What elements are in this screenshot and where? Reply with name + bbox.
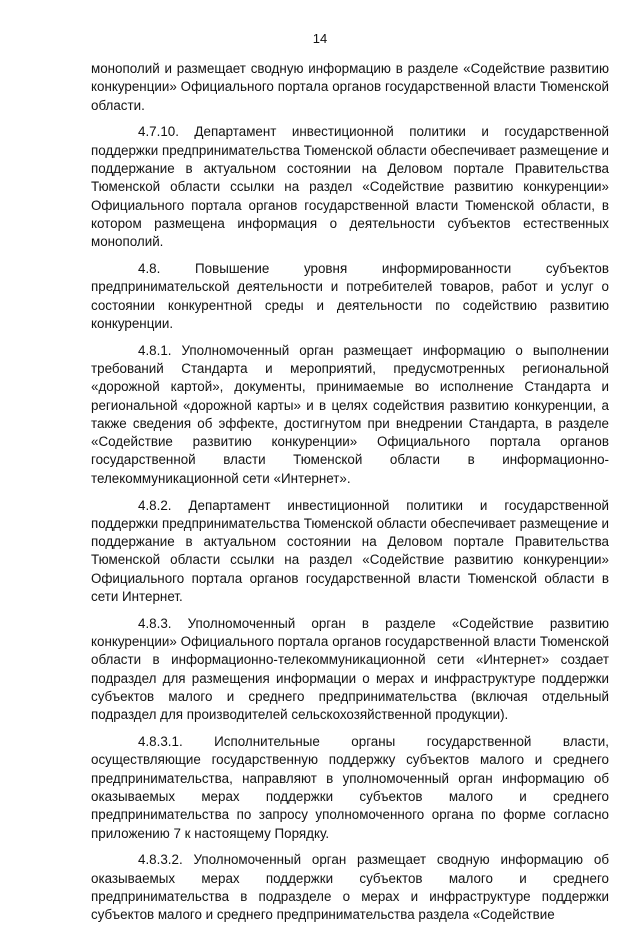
page-number: 14 [312, 31, 328, 46]
paragraph-4-8-1: 4.8.1. Уполномоченный орган размещает информацию о выполнении требований Стандарта и мероприятий, предусмотренных региональной «дорожной картой», документы, принимаемые во исполнение Стандарта и региональной «дорожной карты» и в целях содействия развитию конкуренции, а также сведения об эффекте, достигнутом при внедрении Стандарта, в разделе «Содействие развитию конкуренции» Официального портала органов государственной власти Тюменской области в информационно-телекоммуникационной сети «Интернет». [91, 342, 609, 486]
paragraph-4-8: 4.8. Повышение уровня информированности субъектов предпринимательской деятельности и потребителей товаров, работ и услуг о состоянии конкурентной среды и деятельности по содействию развитию конкуренции. [91, 260, 609, 331]
paragraph-continuation: монополий и размещает сводную информацию в разделе «Содействие развитию конкуренции» Официального портала органов государственной власти Тюменской области. [91, 61, 609, 113]
paragraph-4-7-10: 4.7.10. Департамент инвестиционной политики и государственной поддержки предпринимательства Тюменской области обеспечивает размещение и поддержание в актуальном состоянии на Деловом портале Правительства Тюменской области ссылки на раздел «Содействие развитию конкуренции» Официального портала органов государственной власти Тюменской области, в котором размещена информация о деятельности субъектов естественных монополий. [91, 124, 609, 250]
paragraph-4-8-3-2: 4.8.3.2. Уполномоченный орган размещает сводную информацию об оказываемых мерах поддержки субъектов малого и среднего предпринимательства в подразделе о мерах и инфраструктуре поддержки субъектов малого и среднего предпринимательства раздела «Содействие [91, 852, 609, 923]
document-body [91, 60, 609, 933]
paragraph-4-8-3-1: 4.8.3.1. Исполнительные органы государственной власти, осуществляющие государственную поддержку субъектов малого и среднего предпринимательства, направляют в уполномоченный орган информацию об оказываемых мерах поддержки субъектов малого и среднего предпринимательства по запросу уполномоченного органа по форме согласно приложению 7 к настоящему Порядку. [91, 734, 609, 841]
paragraph-4-8-2: 4.8.2. Департамент инвестиционной политики и государственной поддержки предпринимательства Тюменской области обеспечивает размещение и поддержание в актуальном состоянии на Деловом портале Правительства Тюменской области ссылки на раздел «Содействие развитию конкуренции» Официального портала органов государственной власти Тюменской области в сети Интернет. [91, 497, 609, 605]
paragraph-4-8-3: 4.8.3. Уполномоченный орган в разделе «Содействие развитию конкуренции» Официального портала органов государственной власти Тюменской области в информационно-телекоммуникационной сети «Интернет» создает подраздел для размещения информации о мерах и инфраструктуре поддержки субъектов малого и среднего предпринимательства (включая отдельный подраздел для производителей сельскохозяйственной продукции). [91, 615, 609, 723]
